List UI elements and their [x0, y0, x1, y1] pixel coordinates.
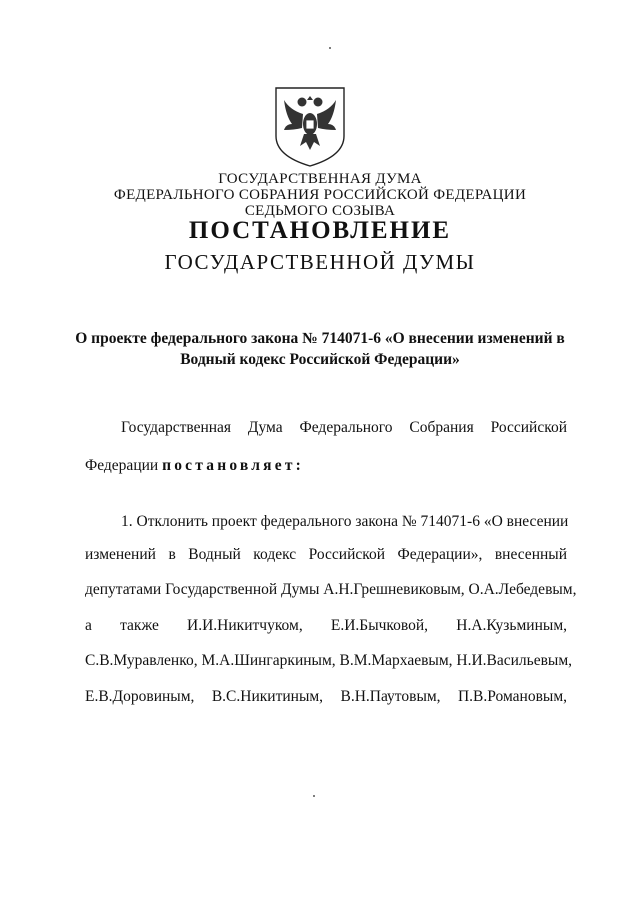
header-line-convocation: СЕДЬМОГО СОЗЫВА: [244, 203, 396, 219]
scan-speck: [313, 795, 315, 797]
paragraph-line: депутатами Государственной Думы А.Н.Грешневиковым, О.А.Лебедевым,: [85, 581, 577, 598]
subject-line: О проекте федерального закона № 714071-6 «О внесении изменений в: [75, 330, 565, 347]
header-line-assembly: ФЕДЕРАЛЬНОГО СОБРАНИЯ РОССИЙСКОЙ ФЕДЕРАЦИИ: [113, 187, 527, 203]
intro-prefix: Федерации: [85, 457, 163, 474]
subject-line: Водный кодекс Российской Федерации»: [180, 351, 460, 368]
header-line-duma: ГОСУДАРСТВЕННАЯ ДУМА: [218, 171, 422, 187]
coat-of-arms-icon: [272, 84, 348, 170]
document-subtitle: ГОСУДАРСТВЕННОЙ ДУМЫ: [164, 250, 476, 274]
paragraph-line: С.В.Муравленко, М.А.Шингаркиным, В.М.Мархаевым, Н.И.Васильевым,: [85, 652, 573, 669]
scan-speck: [329, 47, 331, 49]
intro-line-resolves: [85, 456, 304, 476]
document-title: ПОСТАНОВЛЕНИЕ: [188, 217, 452, 244]
intro-line: Государственная Дума Федерального Собрания Российской: [121, 419, 567, 436]
document-subject: [60, 328, 580, 370]
paragraph-line: а также И.И.Никитчуком, Е.И.Бычковой, Н.А.Кузьминым,: [85, 617, 567, 634]
resolves-word: постановляет:: [162, 457, 304, 474]
paragraph-line: изменений в Водный кодекс Российской Федерации», внесенный: [85, 546, 567, 563]
paragraph-line: Е.В.Доровиным, В.С.Никитиным, В.Н.Паутовым, П.В.Романовым,: [85, 688, 567, 705]
paragraph-line: 1. Отклонить проект федерального закона № 714071-6 «О внесении: [121, 513, 569, 530]
